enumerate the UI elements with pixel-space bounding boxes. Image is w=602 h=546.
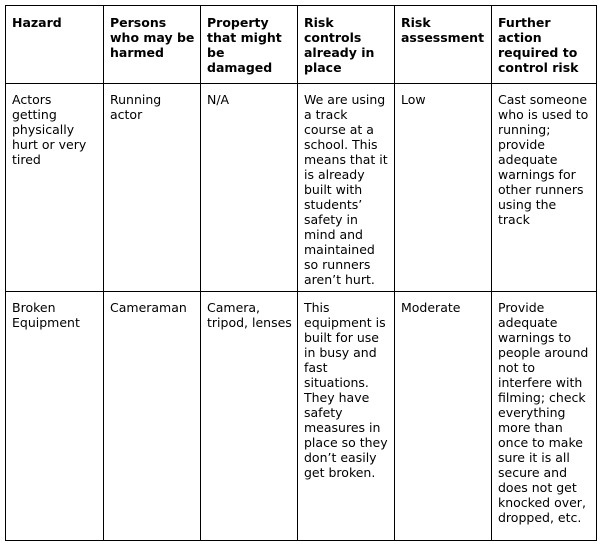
cell-risk-assessment: Low — [395, 84, 492, 292]
cell-risk-controls: We are using a track course at a school. This means that it is already built with students’ safety in mind and maintained so runners aren’t hurt. — [298, 84, 395, 292]
risk-assessment-table — [5, 5, 597, 541]
header-persons-harmed: Persons who may be harmed — [104, 6, 201, 84]
cell-risk-assessment: Moderate — [395, 292, 492, 541]
header-further-action: Further action required to control risk — [492, 6, 597, 84]
cell-further-action: Cast someone who is used to running; provide adequate warnings for other runners using the track — [492, 84, 597, 292]
header-risk-controls: Risk controls already in place — [298, 6, 395, 84]
cell-further-action: Provide adequate warnings to people around not to interfere with filming; check everything more than once to make sure it is all secure and does not get knocked over, dropped, etc. — [492, 292, 597, 541]
header-risk-assessment: Risk assessment — [395, 6, 492, 84]
table-row — [6, 292, 597, 541]
header-property-damaged: Property that might be damaged — [201, 6, 298, 84]
cell-property-damaged: N/A — [201, 84, 298, 292]
table-row — [6, 84, 597, 292]
cell-hazard: Actors getting physically hurt or very tired — [6, 84, 104, 292]
header-hazard: Hazard — [6, 6, 104, 84]
header-row — [6, 6, 597, 84]
cell-property-damaged: Camera, tripod, lenses — [201, 292, 298, 541]
cell-hazard: Broken Equipment — [6, 292, 104, 541]
cell-risk-controls: This equipment is built for use in busy and fast situations. They have safety measures in place so they don’t easily get broken. — [298, 292, 395, 541]
cell-persons-harmed: Cameraman — [104, 292, 201, 541]
cell-persons-harmed: Running actor — [104, 84, 201, 292]
